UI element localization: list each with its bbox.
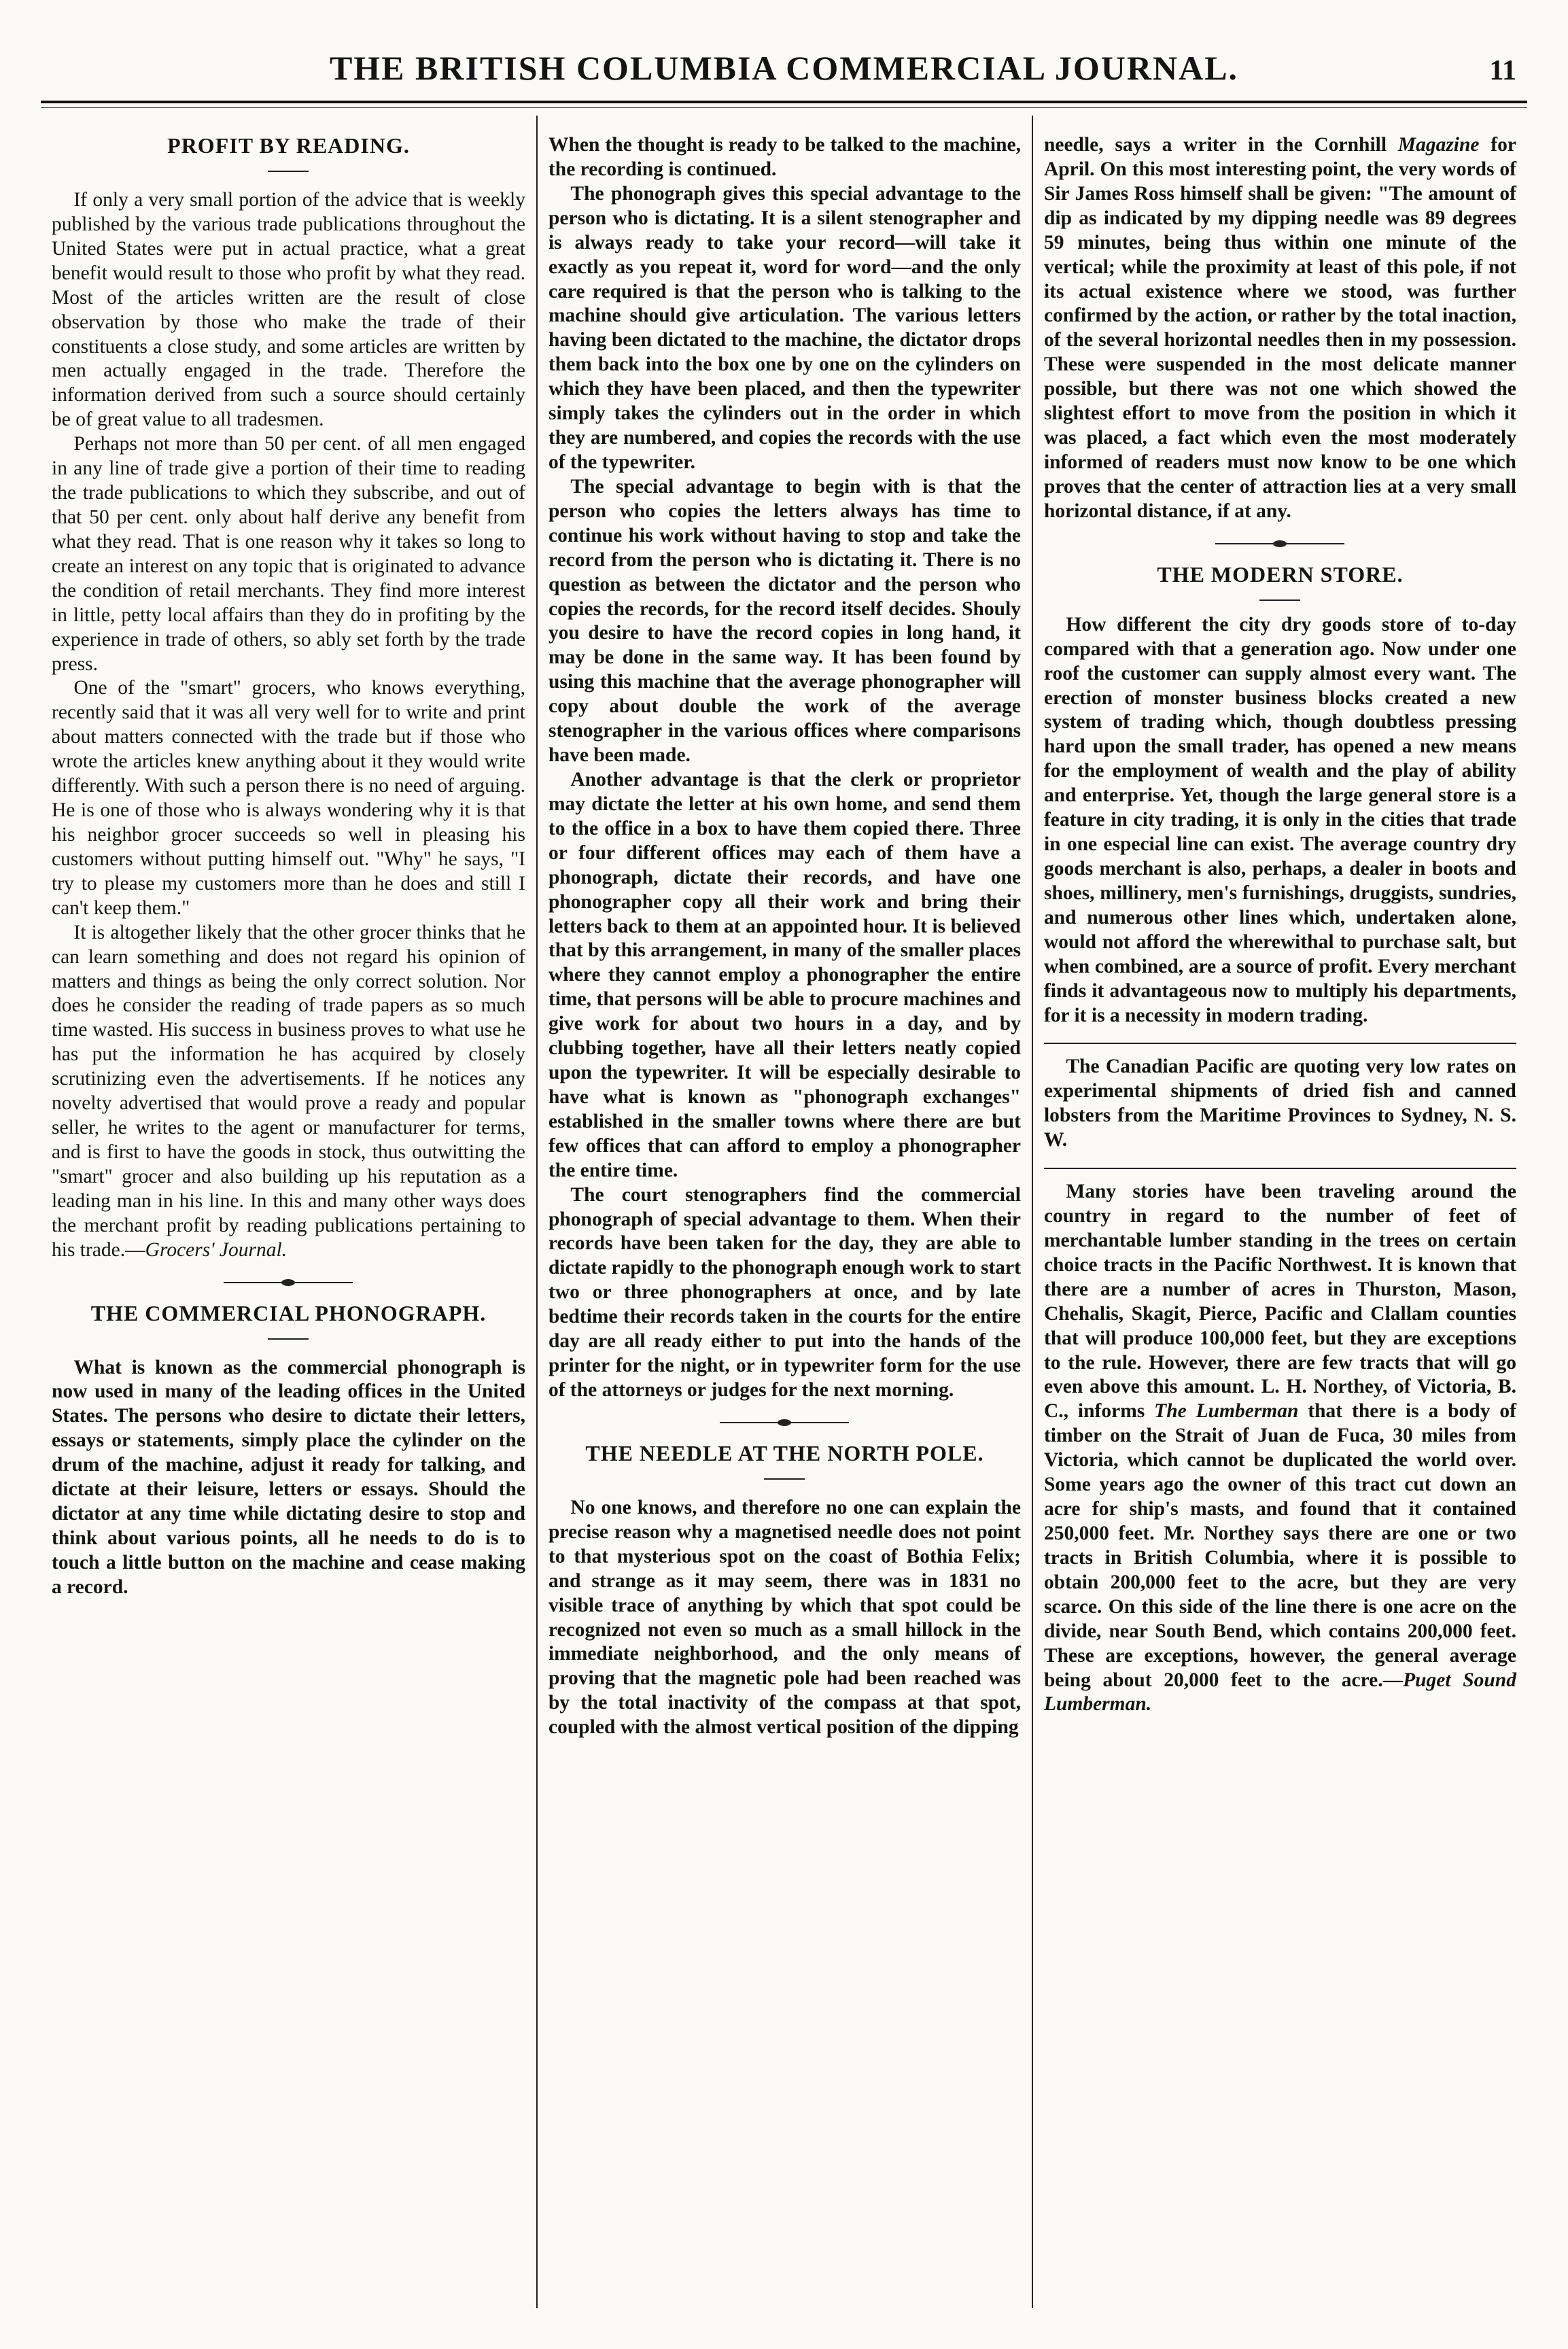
page-number: 11 — [1489, 55, 1516, 86]
magazine-name: Magazine — [1397, 134, 1480, 156]
article-title-store: THE MODERN STORE. — [1157, 561, 1404, 587]
article-text: that there is a body of timber on the Strait of Juan de Fuca, 30 miles from Victoria, which cannot be duplicated the world over. Some years ago the owner of this tract cut down an acre for ship's masts, and found that it contained 250,000 feet. Mr. Northey says there are one or two tracts in British Columbia, where it is possible to obtain 200,000 feet to the acre, but they are very scarce. On this side of the line there is one acre on the divide, near South Bend, which contains 200,000 feet. These are exceptions, however, the general average being about 20,000 feet to the acre.— — [1043, 1400, 1516, 1691]
article-paragraph — [1044, 133, 1516, 524]
title-rule — [1259, 599, 1300, 601]
article-text: Many stories have been traveling around the country in regard to the number of feet of merchantable lumber standing in the trees on certain choice tracts in the Pacific Northwest. It is known that there are a number of acres in Thurston, Mason, Chehalis, Skagit, Pierce, Pacific and Clallam counties that will produce 100,000 feet, but they are exceptions to the rule. However, there are few tracts that will go even above this amount. L. H. Northey, of Victoria, B. C., informs — [1043, 1181, 1516, 1423]
column-2 — [536, 116, 1032, 2308]
article-paragraph: When the thought is ready to be talked to the machine, the recording is continued. — [548, 134, 1021, 180]
article-paragraph: The special advantage to begin with is that the person who copies the letters always has time to continue his work without having to stop and take the record from the person who is dictating it. There is no question as between the dictator and the person who copies the records, for the record itself decides. Shouly you desire to have the record copies in long hand, it may be done in the same way. It has been found by using this machine that the average phonographer will copy about double the work of the average stenographer in the various offices where comparisons have been made. — [548, 475, 1021, 767]
article-paragraph: Another advantage is that the clerk or proprietor may dictate the letter at his own home, and send them to the office in a box to have them copied there. Three or four different offices may each of them have a phonograph, dictate their records, and have one phonographer copy all their work and bring their letters back to them at an appointed hour. It is believed that by this arrangement, in many of the smaller places where they cannot employ a phonographer the entire time, that persons will be able to procure machines and give work for about two hours in a day, and by clubbing together, have all their letters neatly copied upon the typewriter. It will be especially desirable to have what is known as "phonograph exchanges" established in the smaller towns where there are but few offices that can afford to employ a phonographer the entire time. — [548, 768, 1021, 1181]
column-1 — [41, 116, 536, 2308]
article-paragraph: How different the city dry goods store of to-day compared with that a generation ago. Now under one roof the customer can supply almost every want. The erection of monster business blocks created a new system of trading which, though doubtless pressing hard upon the small trader, has opened a new means for the employment of wealth and the play of ability and enterprise. Yet, though the large general store is a feature in city trading, it is only in the cities that trade in one especial line can exist. The average country dry goods merchant is also, perhaps, a dealer in boots and shoes, millinery, men's furnishings, druggists, sundries, and numerous other lines which, undertaken alone, would not afford the wherewithal to purchase salt, but when combined, are a source of profit. Every merchant finds it advantageous now to multiply his departments, for it is a necessity in modern trading. — [1043, 613, 1516, 1026]
article-paragraph: Perhaps not more than 50 per cent. of all men engaged in any line of trade give a portion of their time to reading the trade publications to which they subscribe, and out of that 50 per cent. only about half derive any benefit from what they read. That is one reason why it takes so long to create an interest on any topic that is originated to advance the condition of retail merchants. They find more interest in little, petty local affairs than they do in profiting by the experience in trade of others, so ably set forth by the trade press. — [52, 433, 525, 675]
section-divider — [1215, 543, 1344, 544]
publication-name: The Lumberman — [1154, 1400, 1299, 1423]
article-title-needle: THE NEEDLE AT THE NORTH POLE. — [585, 1440, 984, 1465]
article-paragraph: One of the "smart" grocers, who knows everything, recently said that it was all very well for to write and print about matters connected with the trade but if those who wrote the articles knew anything about it they would write differently. With such a person there is no need of arguing. He is one of those who is always wondering why it is that his neighbor grocer succeeds so well in pleasing his customers without putting himself out. "Why" he says, "I try to please my customers more than he does and still I can't keep them." — [52, 677, 525, 919]
article-paragraph — [52, 921, 525, 1263]
title-rule — [764, 1478, 805, 1480]
column-3 — [1032, 116, 1527, 2308]
article-text: for April. On this most interesting point, the very words of Sir James Ross himself shall be given: "The amount of dip as indicated by my dipping needle was 89 degrees 59 minutes, being thus within one minute of the vertical; while the proximity at least of this pole, if not its actual existence where we stood, was further confirmed by the action, or rather by the total inaction, of the several horizontal needles then in my possession. These were suspended in the most delicate manner possible, but there was not one which showed the slightest effort to move from the position in which it was placed, a fact which even the most moderately informed of readers must now know to be one which proves that the center of attraction lies at a very small horizontal distance, if at any. — [1043, 134, 1516, 522]
article-source: Puget Sound Lumberman. — [1043, 1669, 1516, 1716]
masthead-rule-thin — [41, 107, 1527, 108]
title-rule — [268, 171, 309, 172]
journal-title: THE BRITISH COLUMBIA COMMERCIAL JOURNAL. — [329, 49, 1239, 87]
item-rule — [1044, 1043, 1516, 1044]
article-title-profit: PROFIT BY READING. — [167, 133, 410, 158]
article-paragraph: What is known as the commercial phonograph is now used in many of the leading offices in the United States. The persons who desire to dictate their letters, essays or statements, simply place the cylinder on the drum of the machine, adjust it ready for talking, and dictate at their leisure, letters or essays. Should the dictator at any time while dictating desire to stop and think about various points, all he needs to do is to touch a little button on the machine and cease making a record. — [52, 1356, 525, 1598]
news-item-lumber — [1044, 1180, 1516, 1717]
article-paragraph: The court stenographers find the commercial phonograph of special advantage to them. When their records have been taken for the day, they are able to dictate rapidly to the phonograph enough work to start two or three phonographers at once, and by late bedtime their records taken in the courts for the entire day are all ready either to put into the hands of the printer for the night, or in typewriter form for the use of the attorneys or judges for the next morning. — [548, 1183, 1021, 1402]
article-paragraph: No one knows, and therefore no one can explain the precise reason why a magnetised needle does not point to that mysterious spot on the coast of Bothia Felix; and strange as it may seem, there was in 1831 no visible trace of anything by which that spot could be recognized not even so much as a small hillock in the immediate neighborhood, and the only means of proving that the magnetic pole had been reached was by the total inactivity of the compass at that spot, coupled with the almost vertical position of the dipping — [548, 1496, 1021, 1739]
masthead — [41, 41, 1527, 95]
columns — [41, 116, 1527, 2308]
article-source: Grocers' Journal. — [145, 1238, 288, 1261]
item-rule — [1044, 1168, 1516, 1169]
section-divider — [720, 1422, 849, 1423]
article-text: needle, says a writer in the Cornhill — [1043, 134, 1398, 156]
masthead-rule — [41, 101, 1527, 103]
article-paragraph: The phonograph gives this special advantage to the person who is dictating. It is a silent stenographer and is always ready to take your record—will take it exactly as you repeat it, word for word—and the only care required is that the person who is talking to the machine should give articulation. The various letters having been dictated to the machine, the dictator drops them back into the box one by one on the cylinders on which they have been placed, and then the typewriter simply takes the cylinders out in the order in which they are numbered, and copies the records with the use of the typewriter. — [548, 182, 1021, 473]
article-title-phonograph: THE COMMERCIAL PHONOGRAPH. — [90, 1300, 487, 1325]
news-item-fish: The Canadian Pacific are quoting very low rates on experimental shipments of dried fish and canned lobsters from the Maritime Provinces to Sydney, N. S. W. — [1043, 1056, 1516, 1151]
title-rule — [268, 1338, 309, 1340]
article-text: It is altogether likely that the other grocer thinks that he can learn something and does not regard his opinion of matters and things as being the only correct solution. Nor does he consider the reading of trade papers as so much time wasted. His success in business proves to what use he has put the information he has acquired by closely scrutinizing even the advertisements. If he notices any novelty advertised that would prove a ready and popular seller, he writes to the agent or manufacturer for terms, and is first to have the goods in stock, thus outwitting the "smart" grocer and also building up his reputation as a leading man in his line. In this and many other ways does the merchant profit by reading publications pertaining to his trade.— — [52, 921, 525, 1261]
section-divider — [224, 1282, 353, 1283]
article-paragraph: If only a very small portion of the advice that is weekly published by the various trade publications throughout the United States were put in actual practice, what a great benefit would result to those who profit by what they read. Most of the articles written are the result of close observation by those who make the trade of their constituents a close study, and some articles are written by men actually engaged in the trade. Therefore the information derived from such a source should certainly be of great value to all tradesmen. — [52, 189, 525, 431]
